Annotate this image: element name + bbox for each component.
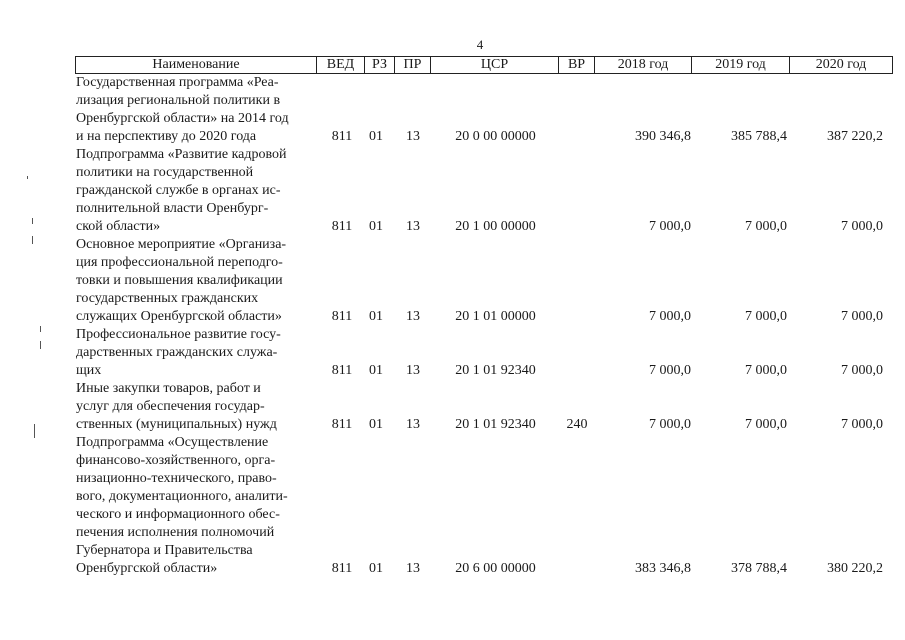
cell-csr: 20 1 00 00000 (455, 219, 536, 234)
name-line: ция профессиональной переподго- (76, 255, 283, 270)
name-line: щих (76, 363, 102, 378)
table-header (75, 56, 893, 74)
cell-2020: 7 000,0 (841, 219, 883, 234)
name-line: лизация региональной политики в (76, 93, 281, 108)
name-line: Губернатора и Правительства (76, 543, 253, 558)
cell-pr: 13 (406, 417, 420, 432)
cell-rz: 01 (369, 309, 383, 324)
cell-2018: 7 000,0 (649, 417, 691, 432)
cell-2020: 380 220,2 (827, 561, 883, 576)
scan-mark (32, 236, 33, 244)
cell-2020: 7 000,0 (841, 363, 883, 378)
header-rz: РЗ (365, 57, 395, 73)
cell-pr: 13 (406, 363, 420, 378)
cell-ved: 811 (331, 219, 353, 234)
cell-rz: 01 (369, 129, 383, 144)
name-line: низационно-технического, право- (76, 471, 277, 486)
cell-2018: 7 000,0 (649, 309, 691, 324)
table-row (75, 236, 893, 326)
table-body (75, 74, 893, 578)
header-ved: ВЕД (317, 57, 365, 73)
name-line: Профессиональное развитие госу- (76, 327, 281, 342)
name-line: Основное мероприятие «Организа- (76, 237, 287, 252)
header-2018: 2018 год (595, 57, 692, 73)
name-line: дарственных гражданских служа- (76, 345, 278, 360)
name-line: гражданской службе в органах ис- (76, 183, 281, 198)
name-line: Оренбургской области» на 2014 год (76, 111, 289, 126)
name-line: и на перспективу до 2020 года (76, 129, 257, 144)
scan-mark (27, 176, 28, 179)
cell-csr: 20 0 00 00000 (455, 129, 536, 144)
page-number: 4 (476, 37, 484, 52)
table-row (75, 434, 893, 578)
cell-pr: 13 (406, 309, 420, 324)
cell-name (75, 434, 311, 578)
name-line: Подпрограмма «Развитие кадровой (76, 147, 287, 162)
scan-mark (40, 341, 41, 349)
header-pr: ПР (395, 57, 431, 73)
cell-name (75, 326, 311, 380)
cell-2020: 7 000,0 (841, 417, 883, 432)
header-2020: 2020 год (815, 57, 867, 72)
scan-mark (40, 326, 41, 332)
name-line: политики на государственной (76, 165, 254, 180)
header-name: Наименование (76, 57, 317, 73)
cell-rz: 01 (369, 363, 383, 378)
cell-2020: 387 220,2 (827, 129, 883, 144)
cell-rz: 01 (369, 561, 383, 576)
cell-ved: 811 (331, 417, 353, 432)
budget-table (75, 56, 893, 578)
cell-2019: 385 788,4 (731, 129, 787, 144)
name-line: ческого и информационного обес- (76, 507, 280, 522)
cell-2020: 7 000,0 (841, 309, 883, 324)
name-line: служащих Оренбургской области» (76, 309, 282, 324)
name-line: Иные закупки товаров, работ и (76, 381, 261, 396)
cell-rz: 01 (369, 219, 383, 234)
header-vr: ВР (559, 57, 595, 73)
cell-2019: 378 788,4 (731, 561, 787, 576)
cell-csr: 20 1 01 00000 (455, 309, 536, 324)
table-row (75, 326, 893, 380)
cell-ved: 811 (331, 129, 353, 144)
cell-2019: 7 000,0 (745, 417, 787, 432)
name-line: печения исполнения полномочий (76, 525, 275, 540)
name-line: вого, документационного, аналити- (76, 489, 288, 504)
name-line: государственных гражданских (76, 291, 259, 306)
cell-csr: 20 6 00 00000 (455, 561, 536, 576)
cell-pr: 13 (406, 561, 420, 576)
name-line: ской области» (76, 219, 161, 234)
cell-ved: 811 (331, 561, 353, 576)
name-line: Подпрограмма «Осуществление (76, 435, 269, 450)
name-line: услуг для обеспечения государ- (76, 399, 265, 414)
cell-vr: 240 (566, 417, 588, 432)
cell-2018: 390 346,8 (635, 129, 691, 144)
cell-2019: 7 000,0 (745, 309, 787, 324)
scan-mark (34, 424, 35, 438)
name-line: финансово-хозяйственного, орга- (76, 453, 276, 468)
name-line: ственных (муниципальных) нужд (76, 417, 277, 432)
cell-2018: 7 000,0 (649, 363, 691, 378)
cell-name (75, 236, 311, 326)
cell-rz: 01 (369, 417, 383, 432)
cell-name (75, 146, 311, 236)
cell-2019: 7 000,0 (745, 219, 787, 234)
cell-2019: 7 000,0 (745, 363, 787, 378)
table-row (75, 380, 893, 434)
name-line: Государственная программа «Реа- (76, 75, 279, 90)
table-row (75, 74, 893, 146)
cell-2018: 383 346,8 (635, 561, 691, 576)
cell-2018: 7 000,0 (649, 219, 691, 234)
cell-pr: 13 (406, 129, 420, 144)
cell-ved: 811 (331, 309, 353, 324)
cell-csr: 20 1 01 92340 (455, 417, 536, 432)
cell-name (75, 74, 311, 146)
header-csr: ЦСР (431, 57, 559, 73)
header-2019: 2019 год (692, 57, 790, 73)
cell-name (75, 380, 311, 434)
cell-pr: 13 (406, 219, 420, 234)
table-row (75, 146, 893, 236)
cell-ved: 811 (331, 363, 353, 378)
name-line: товки и повышения квалификации (76, 273, 283, 288)
scan-mark (32, 218, 33, 224)
cell-csr: 20 1 01 92340 (455, 363, 536, 378)
name-line: полнительной власти Оренбург- (76, 201, 269, 216)
name-line: Оренбургской области» (76, 561, 218, 576)
